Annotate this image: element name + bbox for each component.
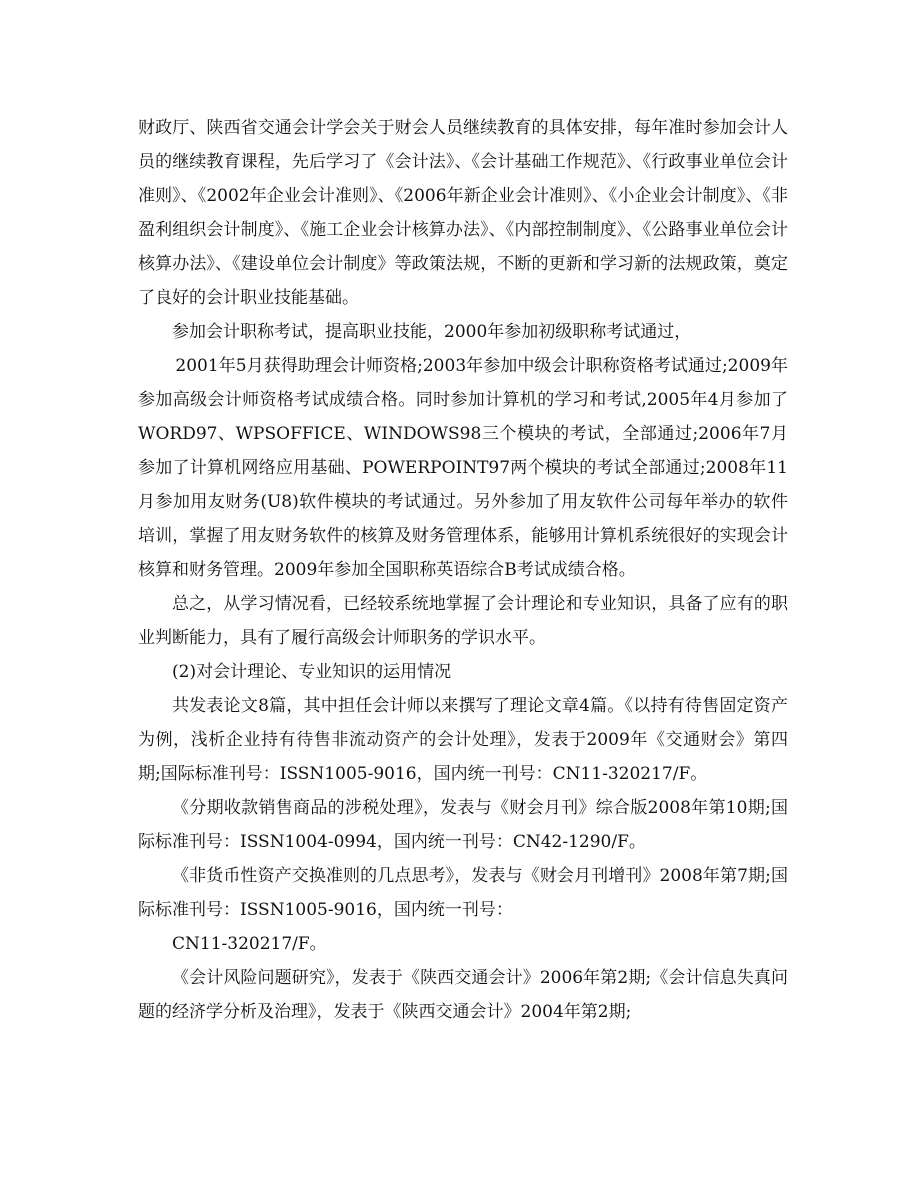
- paragraph-publication-installment: 《分期收款销售商品的涉税处理》，发表与《财会月刊》综合版2008年第10期;国际标准刊号：ISSN1004-0994，国内统一刊号：CN42-1290/F。: [138, 798, 788, 852]
- paragraph-qualifications: 2001年5月获得助理会计师资格;2003年参加中级会计职称资格考试通过;2009年参加高级会计师资格考试成绩合格。同时参加计算机的学习和考试,2005年4月参加了WORD97、WPSOFFICE、WINDOWS98三个模块的考试，全部通过;2006年7月参加了计算机网络应用基础、POWERPOINT97两个模块的考试全部通过;2008年11月参加用友财务(U8)软件模块的考试通过。另外参加了用友软件公司每年举办的软件培训，掌握了用友财务软件的核算及财务管理体系，能够用计算机系统很好的实现会计核算和财务管理。2009年参加全国职称英语综合B考试成绩合格。: [138, 356, 788, 580]
- section-heading-application: (2)对会计理论、专业知识的运用情况: [172, 662, 452, 682]
- paragraph-publication-cn-number: CN11-320217/F。: [172, 934, 327, 954]
- paragraph-publications: 共发表论文8篇，其中担任会计师以来撰写了理论文章4篇。《以持有待售固定资产为例，浅析企业持有待售非流动资产的会计处理》，发表于2009年《交通财会》第四期;国际标准刊号：ISSN1005-9016，国内统一刊号：CN11-320217/F。: [138, 696, 788, 784]
- paragraph-summary: 总之，从学习情况看，已经较系统地掌握了会计理论和专业知识，具备了应有的职业判断能力，具有了履行高级会计师职务的学识水平。: [138, 594, 788, 648]
- paragraph-publication-nonmonetary: 《非货币性资产交换准则的几点思考》，发表与《财会月刊增刊》2008年第7期;国际标准刊号：ISSN1005-9016，国内统一刊号：: [138, 866, 788, 920]
- document-body: [138, 111, 788, 1029]
- paragraph-title-exam: 参加会计职称考试，提高职业技能，2000年参加初级职称考试通过，: [172, 322, 692, 342]
- paragraph-publication-risk: 《会计风险问题研究》，发表于《陕西交通会计》2006年第2期;《会计信息失真问题的经济学分析及治理》，发表于《陕西交通会计》2004年第2期;: [138, 968, 788, 1022]
- paragraph-continuing-education: 财政厅、陕西省交通会计学会关于财会人员继续教育的具体安排，每年准时参加会计人员的继续教育课程，先后学习了《会计法》、《会计基础工作规范》、《行政事业单位会计准则》、《2002年企业会计准则》、《2006年新企业会计准则》、《小企业会计制度》、《非盈利组织会计制度》、《施工企业会计核算办法》、《内部控制制度》、《公路事业单位会计核算办法》、《建设单位会计制度》等政策法规，不断的更新和学习新的法规政策，奠定了良好的会计职业技能基础。: [138, 118, 788, 308]
